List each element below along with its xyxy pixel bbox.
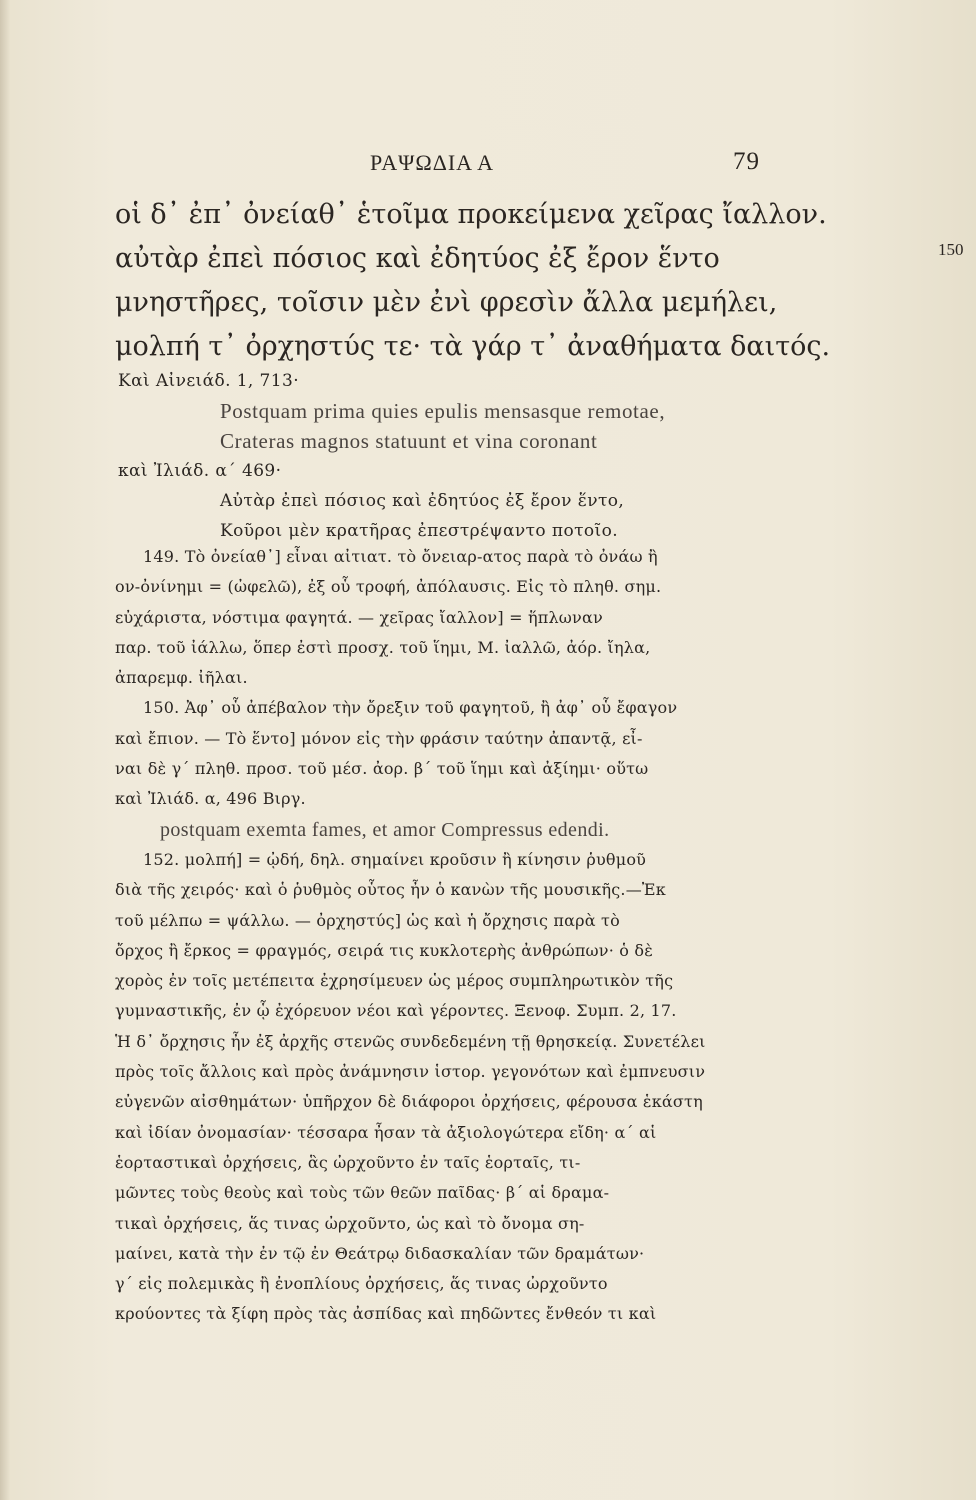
aeneid-quote-line-2: Crateras magnos statuunt et vina coronant — [220, 429, 598, 453]
note-152-line: κρούοντες τὰ ξίφη πρὸς τὰς ἀσπίδας καὶ πηδῶντες ἔνθεόν τι καὶ — [115, 1304, 657, 1324]
aeneid-quote-line-1: Postquam prima quies epulis mensasque remotae, — [220, 399, 666, 423]
note-152-line: Ἡ δ᾽ ὄρχησις ἦν ἐξ ἀρχῆς στενῶς συνδεδεμένη τῇ θρησκείᾳ. Συνετέλει — [115, 1031, 706, 1051]
note-152-line: τικαὶ ὀρχήσεις, ἅς τινας ὠρχοῦντο, ὡς καὶ τὸ ὄνομα ση- — [115, 1213, 585, 1233]
note-152-line: καὶ ἰδίαν ὀνομασίαν· τέσσαρα ἦσαν τὰ ἀξιολογώτερα εἴδη· α΄ αἱ — [115, 1122, 657, 1142]
running-header — [115, 150, 760, 180]
note-149-line: παρ. τοῦ ἰάλλω, ὅπερ ἐστὶ προσχ. τοῦ ἵημι, Μ. ἰαλλῶ, ἀόρ. ἴηλα, — [115, 637, 651, 657]
note-152-line: τοῦ μέλπω = ψάλλω. — ὀρχηστύς] ὡς καὶ ἡ ὄρχησις παρὰ τὸ — [115, 910, 620, 930]
verse-line-3: μνηστῆρες, τοῖσιν μὲν ἐνὶ φρεσὶν ἄλλα μεμήλει, — [115, 287, 778, 318]
verse-line-number: 150 — [938, 240, 964, 259]
note-152-line: εὐγενῶν αἰσθημάτων· ὑπῆρχον δὲ διάφοροι ὀρχήσεις, φέρουσα ἑκάστη — [115, 1092, 703, 1112]
verse-line-1: οἱ δ᾽ ἐπ᾽ ὀνείαθ᾽ ἑτοῖμα προκείμενα χεῖρας ἴαλλον. — [115, 199, 827, 230]
note-150-line: 150. Ἀφ᾽ οὗ ἀπέβαλον τὴν ὄρεξιν τοῦ φαγητοῦ, ἢ ἀφ᾽ οὗ ἔφαγον — [143, 698, 678, 718]
note-149-line: εὐχάριστα, νόστιμα φαγητά. — χεῖρας ἴαλλον] = ἥπλωναν — [115, 607, 603, 627]
note-152-line: γυμναστικῆς, ἐν ᾧ ἐχόρευον νέοι καὶ γέροντες. Ξενοφ. Συμπ. 2, 17. — [115, 1001, 677, 1021]
page-edge-shadow — [0, 0, 10, 1500]
note-152-line: πρὸς τοῖς ἄλλοις καὶ πρὸς ἀνάμνησιν ἱστορ. γεγονότων καὶ ἐμπνευσιν — [115, 1062, 706, 1082]
note-152-line: γ΄ εἰς πολεμικὰς ἢ ἐνοπλίους ὀρχήσεις, ἅς τινας ὠρχοῦντο — [115, 1274, 608, 1294]
page-number: 79 — [733, 148, 760, 175]
note-149-line: ον-ὀνίνημι = (ὠφελῶ), ἐξ οὗ τροφή, ἀπόλαυσις. Εἰς τὸ πληθ. σημ. — [115, 577, 662, 597]
note-152-line: μῶντες τοὺς θεοὺς καὶ τοὺς τῶν θεῶν παῖδας· β΄ αἱ δραμα- — [115, 1183, 610, 1203]
verse-line-4: μολπή τ᾽ ὀρχηστύς τε· τὰ γάρ τ᾽ ἀναθήματα δαιτός. — [115, 331, 831, 362]
iliad-quote-line-2: Κοῦροι μὲν κρατῆρας ἐπεστρέψαντο ποτοῖο. — [220, 521, 619, 541]
note-150-line: καὶ Ἰλιάδ. α, 496 Βιργ. — [115, 789, 306, 809]
note-149-line: ἀπαρεμφ. ἰῆλαι. — [115, 668, 248, 688]
note-152-line: χορὸς ἐν τοῖς μετέπειτα ἐχρησίμευεν ὡς μέρος συμπληρωτικὸν τῆς — [115, 971, 674, 991]
iliad-quote-line-1: Αὐτὰρ ἐπεὶ πόσιος καὶ ἐδητύος ἐξ ἔρον ἕντο, — [220, 491, 625, 511]
aeneid-reference: Καὶ Αἰνειάδ. 1, 713· — [118, 371, 299, 391]
note-152-line: διὰ τῆς χειρός· καὶ ὁ ῥυθμὸς οὗτος ἦν ὁ κανὼν τῆς μουσικῆς.—Ἐκ — [115, 880, 666, 900]
note-152-line: ἑορταστικαὶ ὀρχήσεις, ἃς ὠρχοῦντο ἐν ταῖς ἑορταῖς, τι- — [115, 1152, 581, 1172]
note-152-line: 152. μολπή] = ᾠδή, δηλ. σημαίνει κροῦσιν ἢ κίνησιν ῥυθμοῦ — [143, 849, 647, 869]
note-152-line: μαίνει, κατὰ τὴν ἐν τῷ ἐν Θεάτρῳ διδασκαλίαν τῶν δραμάτων· — [115, 1243, 645, 1263]
commentary — [115, 542, 765, 1330]
note-150-line: καὶ ἔπιον. — Τὸ ἕντο] μόνον εἰς τὴν φράσιν ταύτην ἀπαντᾷ, εἶ- — [115, 728, 643, 748]
iliad-reference: καὶ Ἰλιάδ. α΄ 469· — [118, 461, 282, 481]
note-152-line: ὄρχος ἢ ἔρκος = φραγμός, σειρά τις κυκλοτερὴς ἀνθρώπων· ὁ δὲ — [115, 940, 654, 960]
note-150-line: ναι δὲ γ΄ πληθ. προσ. τοῦ μέσ. ἀορ. β΄ τοῦ ἵημι καὶ ἀξίημι· οὕτω — [115, 759, 649, 779]
note-149-line: 149. Τὸ ὀνείαθ᾽] εἶναι αἰτιατ. τὸ ὄνειαρ-ατος παρὰ τὸ ὀνάω ἢ — [143, 547, 658, 566]
header-title: ΡΑΨΩΔΙΑ Α — [370, 150, 495, 175]
verse-line-2: αὐτὰρ ἐπεὶ πόσιος καὶ ἐδητύος ἐξ ἔρον ἕντο — [115, 243, 720, 274]
note-150-latin-quote: postquam exemta fames, et amor Compressus edendi. — [160, 818, 610, 841]
